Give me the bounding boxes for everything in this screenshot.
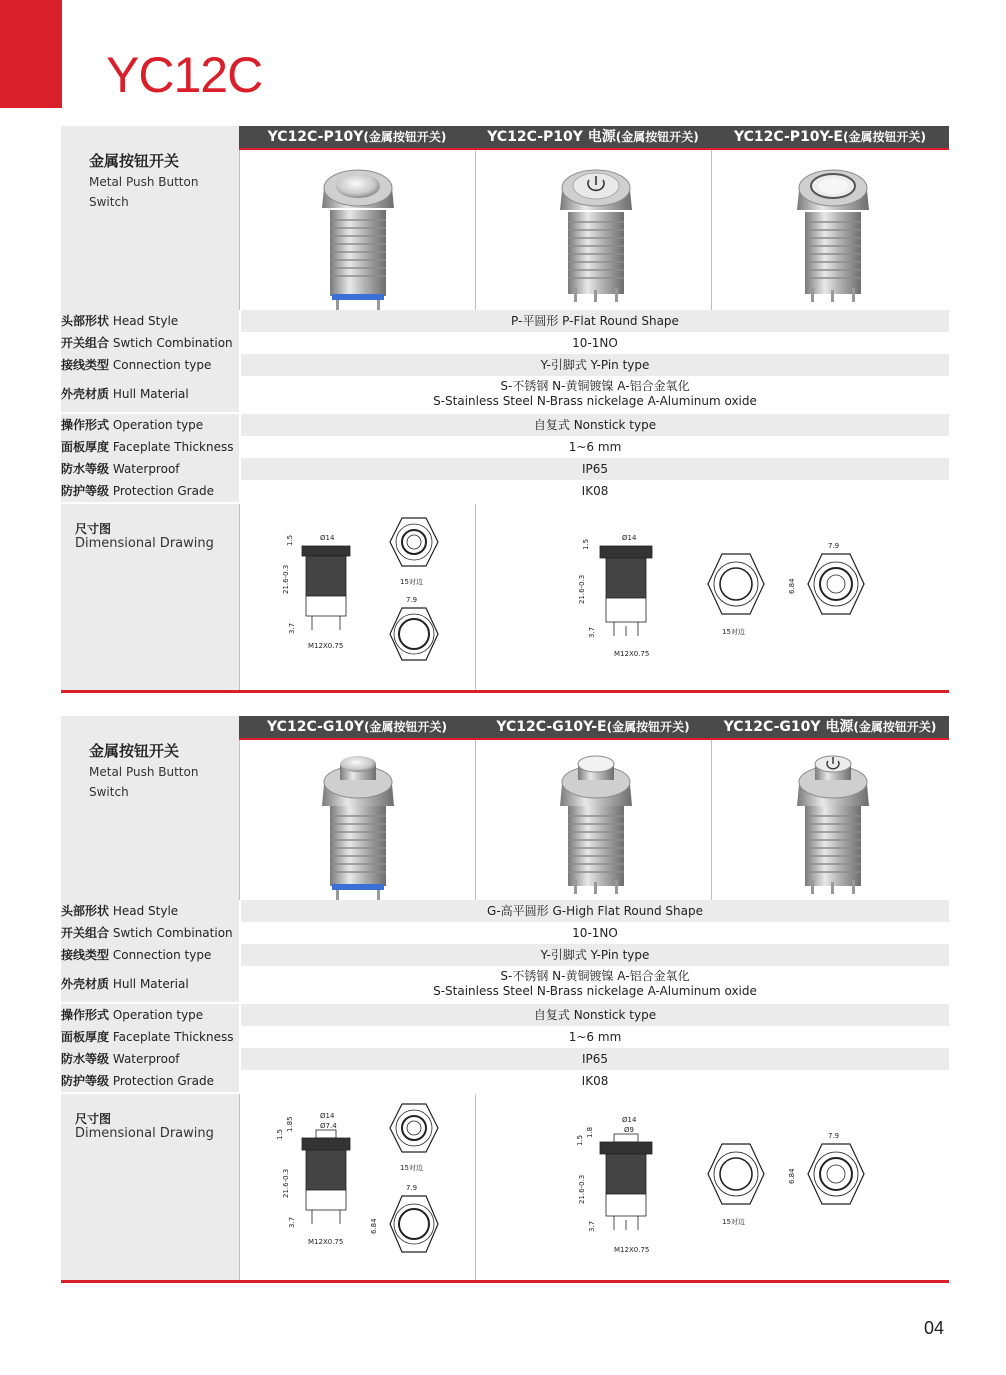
spec-row-operation-type: 操作形式 Operation type 自复式 Nonstick type <box>61 414 949 436</box>
svg-text:1.85: 1.85 <box>286 1116 294 1132</box>
svg-text:M12X0.75: M12X0.75 <box>308 642 344 650</box>
spec-row-connection-type: 接线类型 Connection type Y-引脚式 Y-Pin type <box>61 354 949 376</box>
svg-text:3.7: 3.7 <box>288 622 296 634</box>
category-panel <box>61 716 239 900</box>
spec-row-faceplate-thickness: 面板厚度 Faceplate Thickness 1~6 mm <box>61 436 949 458</box>
model-header-bar <box>239 126 949 148</box>
drawing-p10y-power-e <box>475 504 950 690</box>
category-en: Metal Push Button Switch <box>89 765 199 799</box>
svg-text:3.7: 3.7 <box>588 1220 596 1232</box>
svg-text:1.5: 1.5 <box>276 1128 284 1140</box>
model-header-3: YC12C-P10Y-E(金属按钮开关) <box>734 129 926 145</box>
svg-text:M12X0.75: M12X0.75 <box>614 650 650 658</box>
spec-row-hull-material: 外壳材质 Hull Material S-不锈钢 N-黄铜镀镍 A-铝合金氧化 S-Stainless Steel N-Brass nickelage A-Aluminum oxide <box>61 966 949 1002</box>
svg-text:Ø14: Ø14 <box>622 534 637 542</box>
svg-text:21.6-0.3: 21.6-0.3 <box>578 1174 586 1204</box>
category-panel <box>61 126 239 310</box>
product-photo-2 <box>475 740 712 900</box>
section-divider <box>61 1280 949 1283</box>
category-cn: 金属按钮开关 <box>89 742 180 760</box>
spec-row-waterproof: 防水等级 Waterproof IP65 <box>61 1048 949 1070</box>
svg-text:1.5: 1.5 <box>286 534 294 546</box>
product-section-p10y <box>61 126 949 694</box>
model-header-1: YC12C-P10Y(金属按钮开关) <box>267 129 447 145</box>
drawing-g10y <box>239 1094 476 1280</box>
product-photo-3 <box>711 740 950 900</box>
svg-text:7.9: 7.9 <box>828 1132 840 1140</box>
product-photo-2 <box>475 150 712 310</box>
category-en: Metal Push Button Switch <box>89 175 199 209</box>
page-number: 04 <box>924 1318 945 1338</box>
section-divider <box>61 690 949 693</box>
svg-text:1.5: 1.5 <box>576 1134 584 1146</box>
spec-row-hull-material: 外壳材质 Hull Material S-不锈钢 N-黄铜镀镍 A-铝合金氧化 S-Stainless Steel N-Brass nickelage A-Aluminum oxide <box>61 376 949 412</box>
svg-text:7.9: 7.9 <box>406 596 418 604</box>
svg-text:6.84: 6.84 <box>788 578 796 594</box>
drawing-g10y-e-power <box>475 1094 950 1280</box>
svg-text:Ø9: Ø9 <box>624 1126 634 1134</box>
drawing-label: 尺寸图 Dimensional Drawing <box>61 504 239 690</box>
product-section-g10y <box>61 716 949 1284</box>
svg-text:21.6-0.3: 21.6-0.3 <box>282 1168 290 1198</box>
svg-text:21.6-0.3: 21.6-0.3 <box>578 574 586 604</box>
model-header-2: YC12C-P10Y 电源(金属按钮开关) <box>487 129 699 145</box>
spec-row-protection-grade: 防护等级 Protection Grade IK08 <box>61 1070 949 1092</box>
spec-row-faceplate-thickness: 面板厚度 Faceplate Thickness 1~6 mm <box>61 1026 949 1048</box>
svg-text:15对边: 15对边 <box>722 628 745 636</box>
spec-row-waterproof: 防水等级 Waterproof IP65 <box>61 458 949 480</box>
svg-text:21.6-0.3: 21.6-0.3 <box>282 564 290 594</box>
svg-text:15对边: 15对边 <box>400 1164 423 1172</box>
svg-text:7.9: 7.9 <box>828 542 840 550</box>
spec-row-switch-combination: 开关组合 Swtich Combination 10-1NO <box>61 332 949 354</box>
spec-row-head-style: 头部形状 Head Style G-高平圆形 G-High Flat Round Shape <box>61 900 949 922</box>
dimensional-drawing-area <box>61 504 949 690</box>
svg-text:Ø7.4: Ø7.4 <box>320 1122 337 1130</box>
product-photo-3 <box>711 150 950 310</box>
svg-text:6.84: 6.84 <box>370 1218 378 1234</box>
product-photo-1 <box>239 740 476 900</box>
svg-text:6.84: 6.84 <box>788 1168 796 1184</box>
svg-text:15对边: 15对边 <box>400 578 423 586</box>
spec-row-connection-type: 接线类型 Connection type Y-引脚式 Y-Pin type <box>61 944 949 966</box>
dimensional-drawing-area <box>61 1094 949 1280</box>
svg-text:1.8: 1.8 <box>586 1126 594 1138</box>
drawing-label: 尺寸图 Dimensional Drawing <box>61 1094 239 1280</box>
svg-text:Ø14: Ø14 <box>320 534 335 542</box>
svg-text:Ø14: Ø14 <box>320 1112 335 1120</box>
product-photo-1 <box>239 150 476 310</box>
svg-text:3.7: 3.7 <box>588 626 596 638</box>
svg-text:7.9: 7.9 <box>406 1184 418 1192</box>
model-header-3: YC12C-G10Y 电源(金属按钮开关) <box>723 719 937 735</box>
svg-text:Ø14: Ø14 <box>622 1116 637 1124</box>
svg-text:M12X0.75: M12X0.75 <box>614 1246 650 1254</box>
model-header-bar <box>239 716 949 738</box>
svg-text:15对边: 15对边 <box>722 1218 745 1226</box>
svg-text:3.7: 3.7 <box>288 1216 296 1228</box>
drawing-p10y <box>239 504 476 690</box>
model-header-2: YC12C-G10Y-E(金属按钮开关) <box>496 719 690 735</box>
category-cn: 金属按钮开关 <box>89 152 180 170</box>
svg-text:1.5: 1.5 <box>582 538 590 550</box>
spec-row-switch-combination: 开关组合 Swtich Combination 10-1NO <box>61 922 949 944</box>
svg-text:M12X0.75: M12X0.75 <box>308 1238 344 1246</box>
spec-row-protection-grade: 防护等级 Protection Grade IK08 <box>61 480 949 502</box>
page-title: YC12C <box>106 47 263 103</box>
model-header-1: YC12C-G10Y(金属按钮开关) <box>267 719 447 735</box>
spec-row-operation-type: 操作形式 Operation type 自复式 Nonstick type <box>61 1004 949 1026</box>
red-corner-tab <box>0 0 62 108</box>
spec-row-head-style: 头部形状 Head Style P-平圆形 P-Flat Round Shape <box>61 310 949 332</box>
